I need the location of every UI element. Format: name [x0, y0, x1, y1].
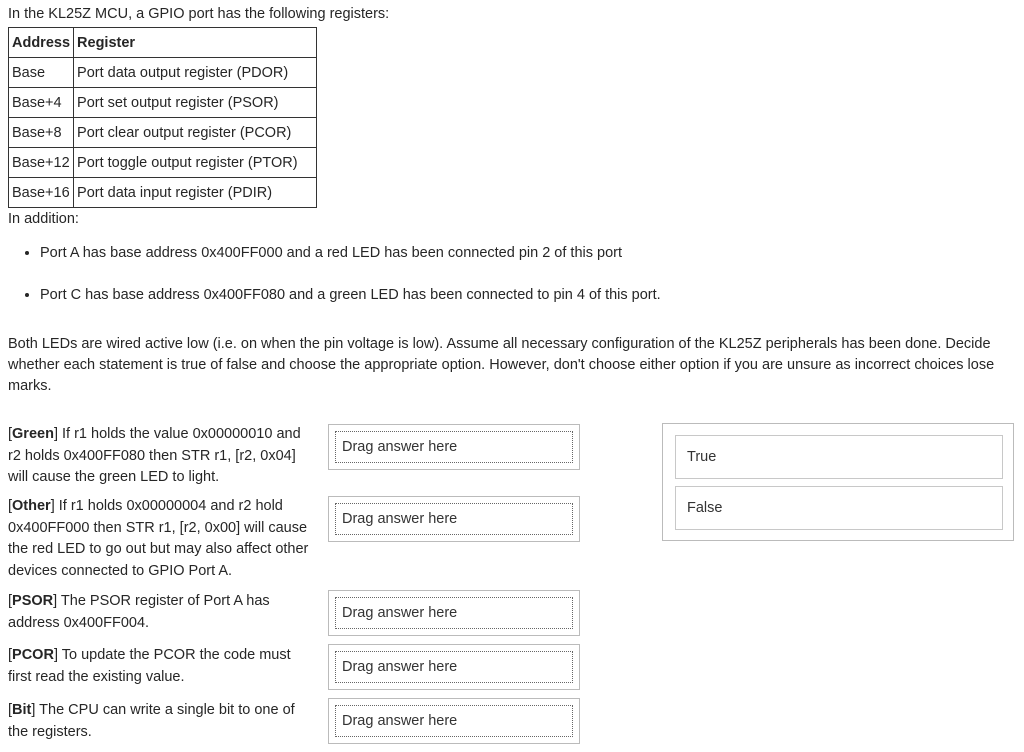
statement-tag: Bit	[12, 702, 32, 718]
statement-text: The CPU can write a single bit to one of the registers.	[8, 702, 295, 740]
drop-placeholder: Drag answer here	[335, 431, 573, 463]
table-row	[9, 88, 317, 118]
statement-tag: Other	[12, 498, 51, 514]
drop-placeholder: Drag answer here	[335, 705, 573, 737]
statement-psor: [PSOR] The PSOR register of Port A has address 0x400FF004.	[8, 593, 270, 631]
bullet-list	[0, 244, 661, 328]
cell-register: Port data input register (PDIR)	[74, 178, 317, 208]
drop-placeholder: Drag answer here	[335, 503, 573, 535]
list-item: • Port C has base address 0x400FF080 and a green LED has been connected to pin 4 of this port.	[40, 286, 661, 305]
cell-address: Base+8	[9, 118, 74, 148]
statement-pcor: [PCOR] To update the PCOR the code must first read the existing value.	[8, 647, 291, 685]
drop-zone-bit[interactable]	[328, 698, 580, 744]
drop-zone-psor[interactable]	[328, 590, 580, 636]
statement-text: To update the PCOR the code must first read the existing value.	[8, 647, 291, 685]
statement-tag: Green	[12, 426, 54, 442]
drop-zone-other[interactable]	[328, 496, 580, 542]
intro-text: In the KL25Z MCU, a GPIO port has the following registers:	[8, 6, 390, 22]
header-register: Register	[74, 28, 317, 58]
table-row	[9, 148, 317, 178]
statement-green: [Green] If r1 holds the value 0x00000010 and r2 holds 0x400FF080 then STR r1, [r2, 0x04] will cause the green LED to light.	[8, 426, 301, 485]
statement-text: If r1 holds 0x00000004 and r2 hold 0x400FF000 then STR r1, [r2, 0x00] will cause the red LED to go out but may also affect other devices connected to GPIO Port A.	[8, 498, 309, 579]
cell-register: Port data output register (PDOR)	[74, 58, 317, 88]
cell-address: Base+16	[9, 178, 74, 208]
statement-tag: PCOR	[12, 647, 54, 663]
cell-register: Port toggle output register (PTOR)	[74, 148, 317, 178]
table-row	[9, 178, 317, 208]
addition-label: In addition:	[8, 211, 79, 227]
drop-placeholder: Drag answer here	[335, 651, 573, 683]
statement-other: [Other] If r1 holds 0x00000004 and r2 hold 0x400FF000 then STR r1, [r2, 0x00] will cause the red LED to go out but may also affect other devices connected to GPIO Port A.	[8, 498, 309, 579]
cell-register: Port clear output register (PCOR)	[74, 118, 317, 148]
instructions-paragraph: Both LEDs are wired active low (i.e. on when the pin voltage is low). Assume all necessary configuration of the KL25Z peripherals has been done. Decide whether each statement is true of false and choose the appropriate option. However, don't choose either option if you are unsure as incorrect choices lose marks.	[8, 336, 995, 394]
drop-zone-pcor[interactable]	[328, 644, 580, 690]
cell-address: Base+4	[9, 88, 74, 118]
statement-tag: PSOR	[12, 593, 54, 609]
answer-choices-panel	[662, 423, 1014, 541]
table-header-row	[9, 28, 317, 58]
choice-true[interactable]: True	[675, 435, 1003, 479]
register-table	[8, 27, 317, 208]
choice-false[interactable]: False	[675, 486, 1003, 530]
drop-zone-green[interactable]	[328, 424, 580, 470]
list-item: • Port A has base address 0x400FF000 and a red LED has been connected pin 2 of this port	[40, 244, 661, 263]
header-address: Address	[9, 28, 74, 58]
table-row	[9, 58, 317, 88]
statement-text: The PSOR register of Port A has address 0x400FF004.	[8, 593, 270, 631]
statement-bit: [Bit] The CPU can write a single bit to one of the registers.	[8, 702, 295, 740]
cell-address: Base+12	[9, 148, 74, 178]
cell-address: Base	[9, 58, 74, 88]
drop-placeholder: Drag answer here	[335, 597, 573, 629]
cell-register: Port set output register (PSOR)	[74, 88, 317, 118]
table-row	[9, 118, 317, 148]
statement-text: If r1 holds the value 0x00000010 and r2 holds 0x400FF080 then STR r1, [r2, 0x04] will cause the green LED to light.	[8, 426, 301, 485]
